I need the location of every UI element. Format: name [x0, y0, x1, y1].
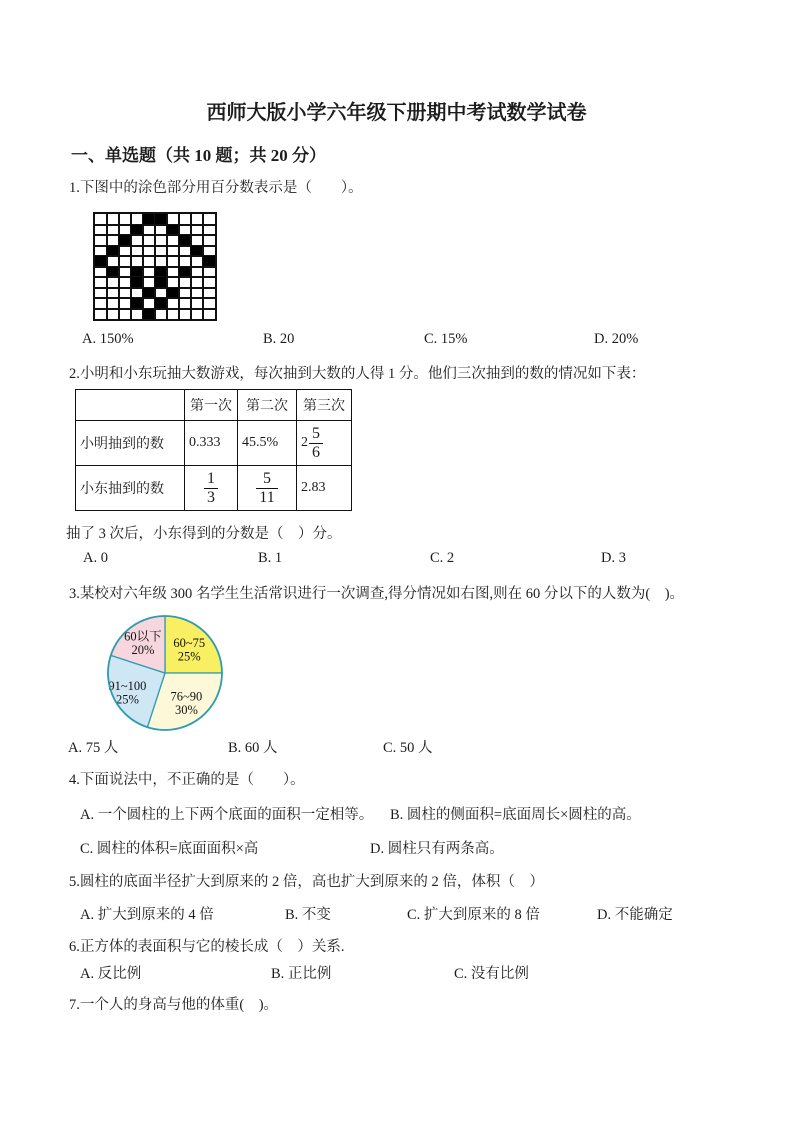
grid-cell [179, 277, 191, 288]
grid-cell [107, 298, 119, 309]
q4-text: 4.下面说法中，不正确的是（ ）。 [69, 772, 305, 788]
grid-cell-shaded [203, 256, 215, 267]
grid-cell [143, 267, 155, 278]
q2-row2-c1-fraction: $\frac{1}{3}$ [204, 470, 218, 506]
grid-cell [179, 309, 191, 320]
q6-option-b: B. 正比例 [271, 966, 332, 982]
grid-cell [131, 256, 143, 267]
grid-cell [131, 288, 143, 299]
q5-options [60, 903, 780, 923]
pie-chart-svg [85, 608, 255, 740]
q3-pie-chart [85, 608, 255, 745]
q2-option-c: C. 2 [430, 550, 455, 566]
grid-cell [95, 288, 107, 299]
q6-options [60, 962, 780, 982]
grid-cell [167, 214, 179, 225]
grid-cell [107, 214, 119, 225]
q2-row1-label: 小明抽到的数 [76, 421, 185, 466]
grid-cell [119, 256, 131, 267]
grid-cell-shaded [155, 267, 167, 278]
q1-grid-figure [93, 212, 217, 321]
pie-label-60~75: 60~75 25% [173, 635, 206, 664]
grid-cell [143, 246, 155, 257]
q2-option-b: B. 1 [258, 550, 283, 566]
grid-cell [167, 309, 179, 320]
q2-row1-c3-integer: 2 [301, 435, 308, 451]
grid-cell [119, 309, 131, 320]
q4-option-b: B. 圆柱的侧面积=底面周长×圆柱的高。 [390, 807, 641, 823]
grid-cell [203, 288, 215, 299]
q3-option-b: B. 60 人 [228, 740, 278, 756]
grid-cell [179, 246, 191, 257]
grid-cell [167, 267, 179, 278]
grid-cell [143, 277, 155, 288]
grid-cell [131, 309, 143, 320]
grid-cell [119, 214, 131, 225]
grid-cell [95, 235, 107, 246]
q2-row1-c1: 0.333 [185, 421, 238, 466]
grid-cell-shaded [167, 225, 179, 236]
grid-cell-shaded [131, 225, 143, 236]
grid-cell [191, 214, 203, 225]
grid-cell [107, 256, 119, 267]
grid-cell-shaded [131, 277, 143, 288]
grid-cell [179, 256, 191, 267]
grid-cell-shaded [95, 256, 107, 267]
grid-cell [95, 309, 107, 320]
grid-cell-shaded [179, 267, 191, 278]
grid-cell-shaded [179, 235, 191, 246]
grid-cell [131, 246, 143, 257]
grid-cell [167, 277, 179, 288]
q2-row1-c2: 45.5% [238, 421, 297, 466]
grid-cell [203, 277, 215, 288]
q1-option-b: B. 20 [263, 331, 295, 347]
q1-options [60, 331, 780, 351]
grid-cell-shaded [143, 309, 155, 320]
q5-text: 5.圆柱的底面半径扩大到原来的 2 倍，高也扩大到原来的 2 倍，体积（ ） [69, 874, 544, 890]
q2-row2-label: 小东抽到的数 [76, 466, 185, 511]
grid-cell [155, 225, 167, 236]
q6-text: 6.正方体的表面积与它的棱长成（ ）关系. [69, 939, 345, 955]
q2-row2-c2 [238, 466, 297, 511]
grid-cell [155, 256, 167, 267]
grid-cell-shaded [167, 288, 179, 299]
q2-table-header-row [76, 390, 352, 421]
grid-cell [95, 277, 107, 288]
grid-cell [119, 298, 131, 309]
pie-label-60以下: 60以下 20% [124, 629, 162, 658]
grid-cell [191, 298, 203, 309]
q2-row1-c3 [297, 421, 352, 466]
grid-cell [191, 288, 203, 299]
q5-option-b: B. 不变 [285, 907, 331, 923]
q3-option-c: C. 50 人 [383, 740, 433, 756]
grid-cell [107, 288, 119, 299]
grid-cell-shaded [143, 288, 155, 299]
q3-text: 3.某校对六年级 300 名学生生活常识进行一次调查,得分情况如右图,则在 60 分以下的人数为( )。 [69, 586, 685, 602]
q2-header-empty [76, 390, 185, 421]
grid-cell [143, 256, 155, 267]
section-heading: 一、单选题（共 10 题；共 20 分） [71, 146, 326, 165]
pie-label-76~90: 76~90 30% [170, 689, 203, 717]
q4-options-row2 [60, 837, 780, 857]
grid-cell [119, 267, 131, 278]
grid-cell [155, 246, 167, 257]
grid-cell [155, 309, 167, 320]
grid-cell [179, 214, 191, 225]
grid-cell-shaded [131, 267, 143, 278]
grid-cell-shaded [119, 235, 131, 246]
grid-cell-shaded [143, 214, 155, 225]
grid-cell [191, 267, 203, 278]
q4-options-row1 [60, 803, 780, 823]
grid-cell [203, 267, 215, 278]
q1-option-d: D. 20% [594, 331, 639, 347]
grid-cell [131, 235, 143, 246]
grid-cell [203, 309, 215, 320]
grid-cell [107, 225, 119, 236]
grid-cell [95, 298, 107, 309]
q2-option-d: D. 3 [601, 550, 626, 566]
grid-cell [203, 298, 215, 309]
grid-cell [119, 277, 131, 288]
pie-label-91~100: 91~100 25% [108, 679, 147, 707]
q2-row1-c3-fraction: $\frac{5}{6}$ [309, 425, 323, 461]
grid-cell [179, 298, 191, 309]
q7-text: 7.一个人的身高与他的体重( )。 [69, 997, 279, 1013]
q6-option-a: A. 反比例 [80, 966, 142, 982]
grid-cell-shaded [191, 246, 203, 257]
grid-cell [95, 214, 107, 225]
grid-cell [95, 246, 107, 257]
grid-cell-shaded [155, 214, 167, 225]
grid-cell [107, 309, 119, 320]
q4-option-d: D. 圆柱只有两条高。 [370, 841, 504, 857]
q6-option-c: C. 没有比例 [454, 966, 529, 982]
grid-cell [95, 225, 107, 236]
grid-cell [119, 288, 131, 299]
q5-option-d: D. 不能确定 [597, 907, 673, 923]
grid-cell [167, 256, 179, 267]
q1-text: 1.下图中的涂色部分用百分数表示是（ ）。 [69, 180, 363, 196]
grid-cell [191, 235, 203, 246]
q3-options [60, 736, 780, 756]
grid-cell-shaded [107, 246, 119, 257]
q2-options [60, 550, 780, 570]
q2-header-second: 第二次 [238, 390, 297, 421]
grid-cell [167, 246, 179, 257]
grid-cell [167, 298, 179, 309]
page-title: 西师大版小学六年级下册期中考试数学试卷 [206, 102, 587, 124]
grid-cell [191, 277, 203, 288]
grid-cell [95, 267, 107, 278]
grid-cell [143, 225, 155, 236]
grid-cell [203, 214, 215, 225]
grid-cell [179, 288, 191, 299]
grid-cell [107, 277, 119, 288]
q2-row2-c2-fraction: $\frac{5}{11}$ [256, 470, 277, 506]
grid-cell-shaded [155, 298, 167, 309]
grid-cell-shaded [107, 267, 119, 278]
q2-row2-c3: 2.83 [297, 466, 352, 511]
grid-cell [143, 235, 155, 246]
grid-cell [119, 225, 131, 236]
q2-header-first: 第一次 [185, 390, 238, 421]
q2-table-row-xiaodong [76, 466, 352, 511]
q1-option-c: C. 15% [424, 331, 468, 347]
q1-option-a: A. 150% [82, 331, 134, 347]
q5-option-c: C. 扩大到原来的 8 倍 [407, 907, 540, 923]
q5-option-a: A. 扩大到原来的 4 倍 [80, 907, 214, 923]
q3-option-a: A. 75 人 [68, 740, 119, 756]
q4-option-c: C. 圆柱的体积=底面面积×高 [80, 841, 259, 857]
q2-header-third: 第三次 [297, 390, 352, 421]
grid-cell [203, 246, 215, 257]
q2-text2: 抽了 3 次后，小东得到的分数是（ ）分。 [66, 526, 342, 542]
q4-option-a: A. 一个圆柱的上下两个底面的面积一定相等。 [80, 807, 374, 823]
q2-table-row-xiaoming [76, 421, 352, 466]
grid-cell-shaded [131, 298, 143, 309]
q2-text: 2.小明和小东玩抽大数游戏，每次抽到大数的人得 1 分。他们三次抽到的数的情况如下表： [69, 366, 646, 382]
grid-cell [167, 235, 179, 246]
q2-option-a: A. 0 [83, 550, 108, 566]
grid-cell [155, 288, 167, 299]
grid-cell [191, 309, 203, 320]
grid-cell [131, 214, 143, 225]
grid-cell [179, 225, 191, 236]
grid-cell [191, 225, 203, 236]
grid-cell [107, 235, 119, 246]
grid-cell [119, 246, 131, 257]
q2-table [75, 389, 352, 511]
grid-cell [155, 235, 167, 246]
grid-cell [191, 256, 203, 267]
grid-cell [203, 225, 215, 236]
grid-cell [143, 298, 155, 309]
grid-cell-shaded [155, 277, 167, 288]
grid-cell [203, 235, 215, 246]
q2-row2-c1 [185, 466, 238, 511]
